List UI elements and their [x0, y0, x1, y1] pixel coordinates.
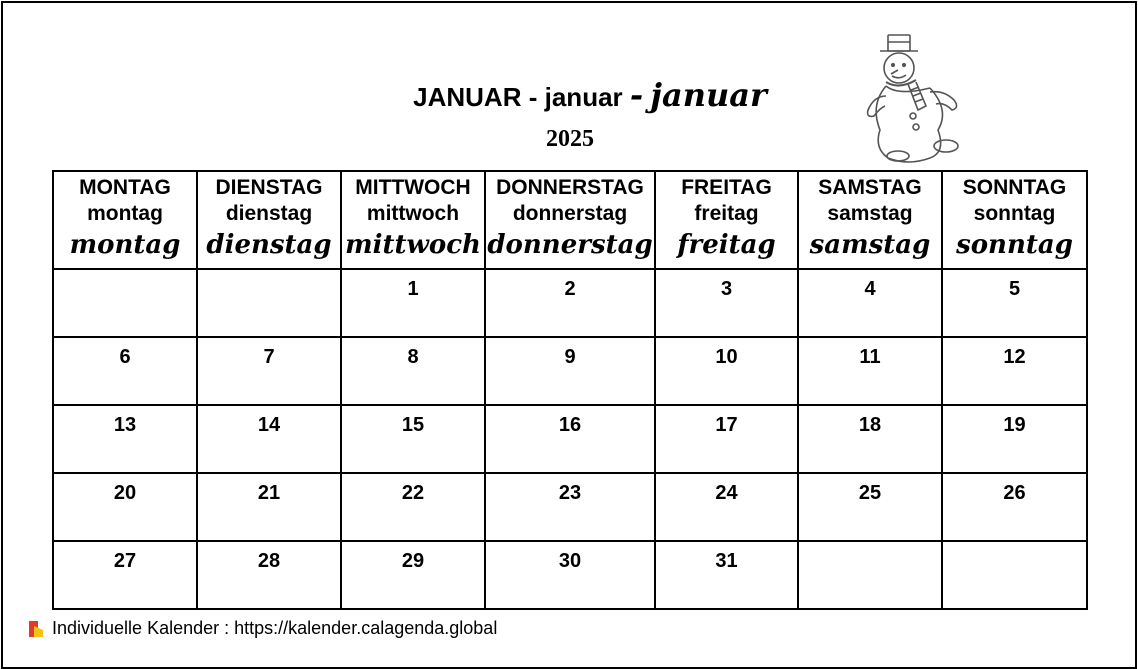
- day-cell: 18: [798, 405, 942, 473]
- day-cell: 24: [655, 473, 798, 541]
- day-cell: 6: [53, 337, 197, 405]
- weekday-lower: donnerstag: [512, 202, 628, 225]
- title-lower: januar: [544, 82, 623, 112]
- day-cell: 1: [341, 269, 485, 337]
- day-cell: 15: [341, 405, 485, 473]
- weekday-header-tuesday: [197, 171, 341, 269]
- footer-link[interactable]: Individuelle Kalender : https://kalender.calagenda.global: [52, 618, 498, 638]
- day-cell: 23: [485, 473, 655, 541]
- day-cell: 17: [655, 405, 798, 473]
- year-label: 2025: [546, 126, 594, 152]
- day-cell: [197, 269, 341, 337]
- weekday-script: samstag: [809, 230, 931, 260]
- day-cell: 26: [942, 473, 1087, 541]
- day-cell: [942, 541, 1087, 609]
- weekday-lower: sonntag: [973, 202, 1056, 225]
- day-cell: 10: [655, 337, 798, 405]
- day-cell: 7: [197, 337, 341, 405]
- weekday-script: donnerstag: [487, 230, 653, 260]
- weekday-lower: dienstag: [225, 202, 313, 225]
- day-cell: [798, 541, 942, 609]
- page-title: [300, 76, 880, 114]
- weekday-upper: MONTAG: [79, 176, 171, 199]
- title-separator: -: [528, 82, 538, 112]
- day-cell: 14: [197, 405, 341, 473]
- weekday-lower: samstag: [827, 202, 913, 225]
- weekday-script: mittwoch: [345, 230, 481, 260]
- title-script: januar: [650, 76, 767, 114]
- day-cell: [53, 269, 197, 337]
- day-cell: 19: [942, 405, 1087, 473]
- day-cell: 13: [53, 405, 197, 473]
- day-cell: 20: [53, 473, 197, 541]
- day-cell: 25: [798, 473, 942, 541]
- day-cell: 16: [485, 405, 655, 473]
- footer: [28, 618, 497, 639]
- weekday-upper: MITTWOCH: [355, 176, 471, 199]
- day-cell: 9: [485, 337, 655, 405]
- day-cell: 21: [197, 473, 341, 541]
- day-cell: 28: [197, 541, 341, 609]
- weekday-script: freitag: [677, 230, 776, 260]
- weekday-lower: montag: [87, 202, 163, 225]
- week-row: [53, 541, 1087, 609]
- day-cell: 31: [655, 541, 798, 609]
- weekday-lower: freitag: [694, 202, 759, 225]
- day-cell: 30: [485, 541, 655, 609]
- weekday-script: montag: [69, 230, 181, 260]
- week-row: [53, 473, 1087, 541]
- week-row: [53, 337, 1087, 405]
- day-cell: 3: [655, 269, 798, 337]
- snowman-icon: [858, 30, 968, 168]
- week-row: [53, 405, 1087, 473]
- day-cell: 5: [942, 269, 1087, 337]
- weekday-header-sunday: [942, 171, 1087, 269]
- weekday-header-friday: [655, 171, 798, 269]
- weekday-upper: SAMSTAG: [818, 176, 922, 199]
- day-cell: 22: [341, 473, 485, 541]
- day-cell: 27: [53, 541, 197, 609]
- weekday-header-monday: [53, 171, 197, 269]
- title-separator-script: -: [629, 76, 644, 114]
- week-row: [53, 269, 1087, 337]
- day-cell: 11: [798, 337, 942, 405]
- calendar-logo-icon: [28, 620, 44, 638]
- day-cell: 12: [942, 337, 1087, 405]
- weekday-script: sonntag: [956, 230, 1073, 260]
- weekday-header-row: [53, 171, 1087, 269]
- title-upper: JANUAR: [413, 82, 522, 112]
- calendar-grid: [52, 170, 1088, 610]
- weekday-upper: DIENSTAG: [215, 176, 323, 199]
- weekday-upper: FREITAG: [681, 176, 772, 199]
- weekday-header-thursday: [485, 171, 655, 269]
- weekday-upper: DONNERSTAG: [496, 176, 644, 199]
- weekday-header-wednesday: [341, 171, 485, 269]
- weekday-header-saturday: [798, 171, 942, 269]
- day-cell: 2: [485, 269, 655, 337]
- weekday-lower: mittwoch: [366, 202, 460, 225]
- day-cell: 29: [341, 541, 485, 609]
- day-cell: 4: [798, 269, 942, 337]
- weekday-upper: SONNTAG: [962, 176, 1067, 199]
- day-cell: 8: [341, 337, 485, 405]
- weekday-script: dienstag: [206, 230, 332, 260]
